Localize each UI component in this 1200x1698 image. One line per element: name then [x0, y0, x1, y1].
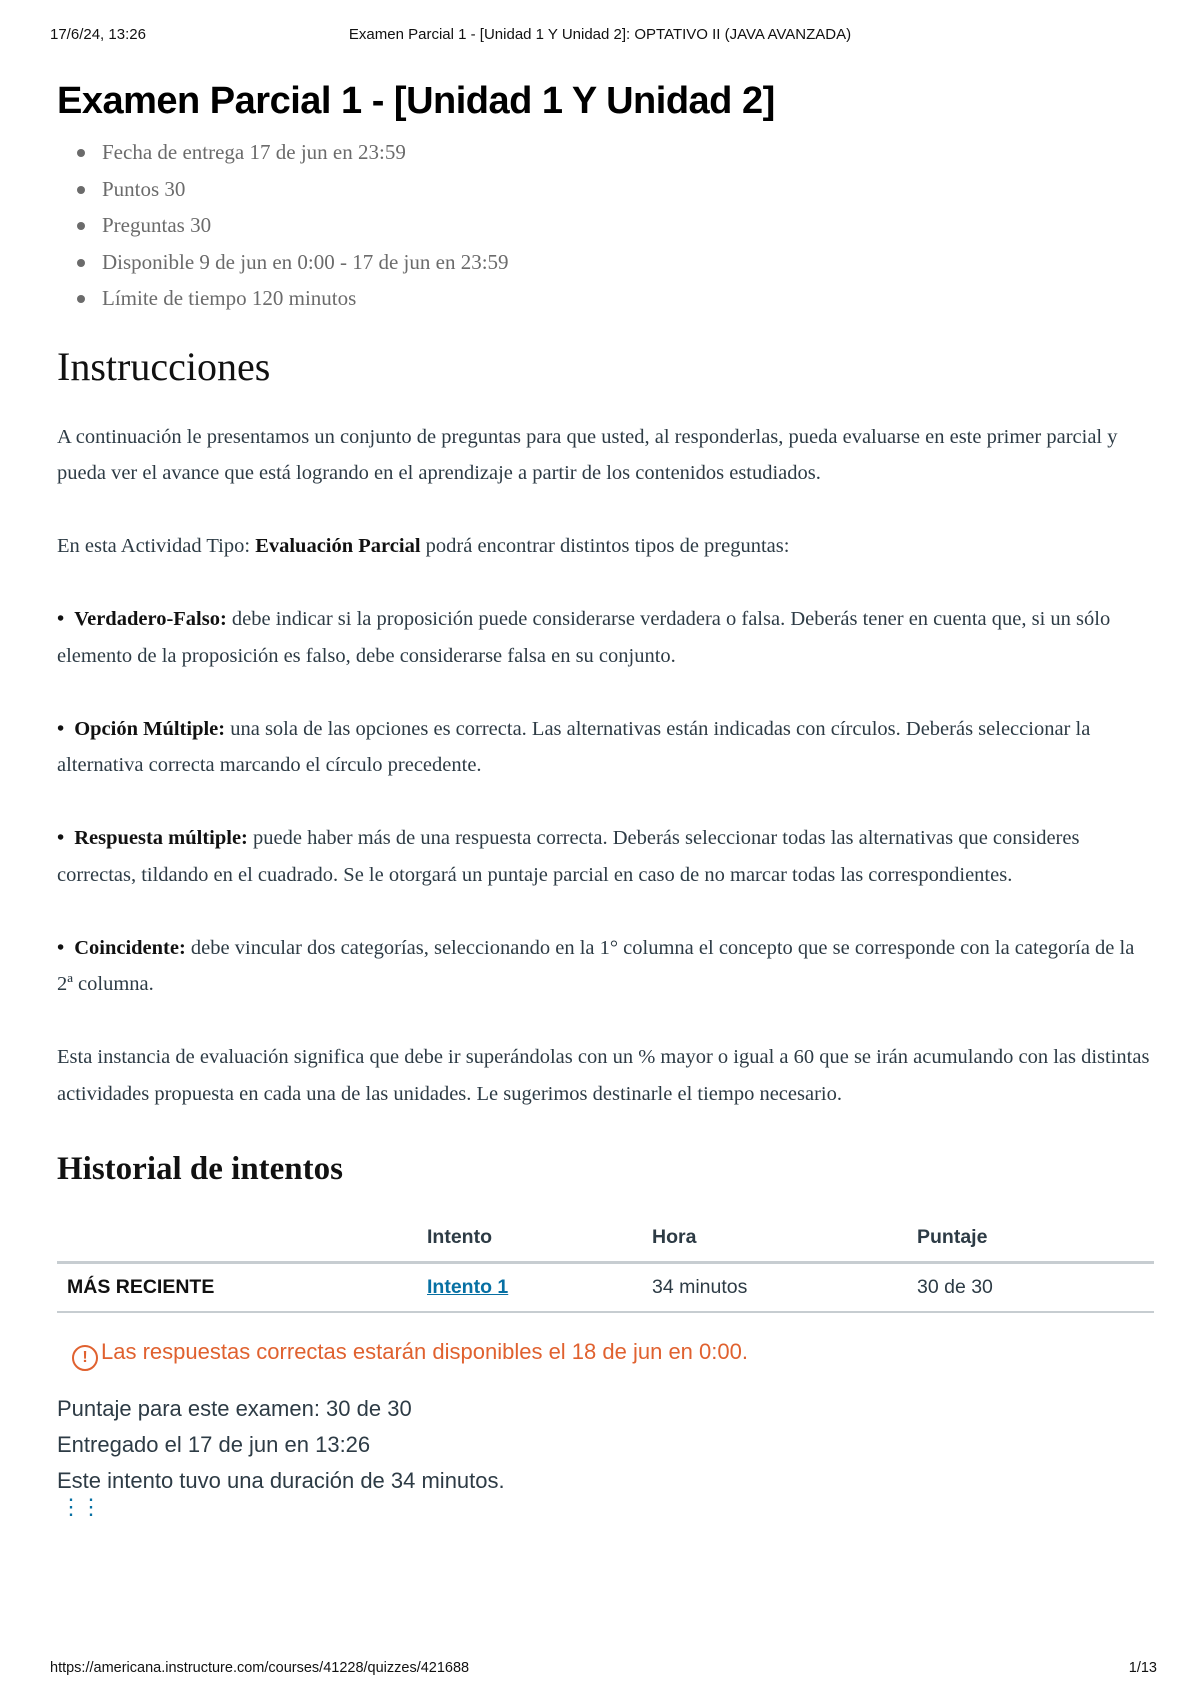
instructions-closing: Esta instancia de evaluación significa que debe ir superándolas con un % mayor o igual a 60 que se irán acumulando con las distintas actividades propuesta en cada una de las unidades. Le sugerimos destinarle el tiempo necesario. [57, 1046, 1150, 1105]
exam-score: Puntaje para este examen: 30 de 30 [57, 1395, 412, 1421]
print-date: 17/6/24, 13:26 [50, 26, 146, 43]
quiz-content [57, 78, 1152, 1525]
bullet-icon [77, 259, 85, 267]
bullet-icon [77, 295, 85, 303]
print-document-title: Examen Parcial 1 - [Unidad 1 Y Unidad 2]: OPTATIVO II (JAVA AVANZADA) [348, 26, 852, 43]
question-type-multiple-answer: • Respuesta múltiple: puede haber más de una respuesta correcta. Deberás seleccionar todas las alternativas que consideres correctas, tildando en el cuadrado. Se le otorgará un puntaje parcial en caso de no marcar todas las correspondientes. [57, 827, 1080, 886]
score-cell: 30 de 30 [907, 1262, 1154, 1312]
drag-handle-icon[interactable]: ⋮⋮ [60, 1493, 100, 1519]
attempt-cell [417, 1262, 642, 1312]
page-number: 1/13 [1128, 1660, 1157, 1676]
column-header-attempt: Intento [417, 1215, 642, 1263]
quiz-details-list [57, 136, 1152, 319]
question-type-matching: • Coincidente: debe vincular dos categorías, seleccionando en la 1° columna el concepto que se corresponde con la categoría de la 2ª columna. [57, 936, 1135, 995]
page-title: Examen Parcial 1 - [Unidad 1 Y Unidad 2] [57, 80, 775, 122]
answers-availability-warning [57, 1337, 1152, 1371]
attempt-link[interactable]: Intento 1 [427, 1275, 509, 1298]
bullet-icon [77, 149, 85, 157]
table-header-row [57, 1215, 1154, 1263]
warning-text: Las respuestas correctas estarán disponibles el 18 de jun en 0:00. [101, 1338, 748, 1364]
latest-label: MÁS RECIENTE [57, 1262, 417, 1312]
availability-item: Disponible 9 de jun en 0:00 - 17 de jun en 23:59 [57, 246, 1152, 283]
score-summary [57, 1391, 1152, 1499]
bullet-icon: • [57, 608, 65, 630]
time-limit-item: Límite de tiempo 120 minutos [57, 282, 1152, 319]
column-header-blank [57, 1215, 417, 1263]
warning-icon: ! [72, 1345, 98, 1371]
print-header [0, 26, 1200, 50]
instructions-intro: A continuación le presentamos un conjunto de preguntas para que usted, al responderlas, pueda evaluarse en este primer parcial y pueda ver el avance que está logrando en el aprendizaje a partir de los contenidos estudiados. [57, 425, 1118, 484]
due-date-item: Fecha de entrega 17 de jun en 23:59 [57, 136, 1152, 173]
bullet-icon: • [57, 717, 65, 740]
attempt-duration: Este intento tuvo una duración de 34 minutos. [57, 1467, 505, 1493]
column-header-time: Hora [642, 1215, 907, 1263]
time-cell: 34 minutos [642, 1262, 907, 1312]
instructions-body [57, 419, 1152, 1113]
page-url: https://americana.instructure.com/courses/41228/quizzes/421688 [50, 1660, 470, 1676]
submitted-at: Entregado el 17 de jun en 13:26 [57, 1431, 371, 1457]
bullet-icon: • [57, 827, 65, 849]
bullet-icon [77, 186, 85, 194]
column-header-score: Puntaje [907, 1215, 1154, 1263]
questions-item: Preguntas 30 [57, 209, 1152, 246]
table-row [57, 1262, 1154, 1312]
activity-type-line: En esta Actividad Tipo: Evaluación Parcial podrá encontrar distintos tipos de preguntas: [57, 535, 790, 557]
attempt-history-heading: Historial de intentos [57, 1150, 343, 1187]
activity-type: Evaluación Parcial [255, 535, 421, 557]
instructions-heading: Instrucciones [57, 343, 271, 389]
attempt-history-table [57, 1215, 1154, 1313]
bullet-icon: • [57, 936, 65, 959]
question-type-multiple-choice: • Opción Múltiple: una sola de las opciones es correcta. Las alternativas están indicadas con círculos. Deberás seleccionar la alternativa correcta marcando el círculo precedente. [57, 717, 1091, 776]
points-item: Puntos 30 [57, 173, 1152, 210]
question-type-true-false: • Verdadero-Falso: debe indicar si la proposición puede considerarse verdadera o falsa. Deberás tener en cuenta que, si un sólo elemento de la proposición es falso, debe considerarse falsa en su conjunto. [57, 608, 1111, 667]
bullet-icon [77, 222, 85, 230]
